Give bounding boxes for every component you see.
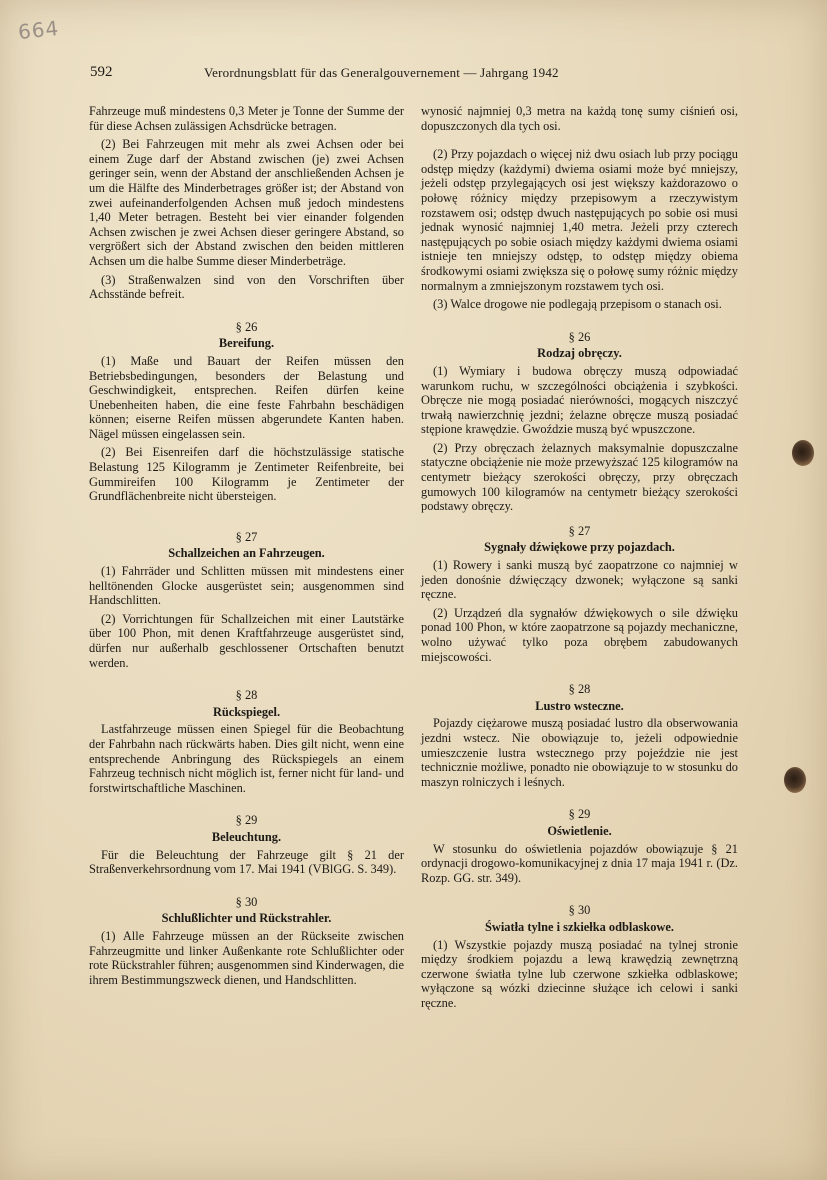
section-paragraph: (2) Urządzeń dla sygnałów dźwiękowych o sile dźwięku ponad 100 Phon, w które zaopatrzone są pojazdy mechaniczne, wolno używać tylko poza obrębem zabudowanych miejscowości. <box>421 605 738 664</box>
section-number: § 26 <box>568 329 591 344</box>
section-paragraph: Für die Beleuchtung der Fahrzeuge gilt § 21 der Straßenverkehrsordnung vom 17. Mai 1941 (VBlGG. S. 349). <box>89 847 404 877</box>
intro-paragraph: (3) Walce drogowe nie podlegają przepisom o stanach osi. <box>433 297 722 312</box>
polish-column <box>421 104 738 1014</box>
page-header <box>90 64 740 86</box>
german-column <box>89 104 404 991</box>
section-number: § 29 <box>235 813 258 828</box>
intro-paragraph: wynosić najmniej 0,3 metra na każdą tonę sumy ciśnień osi, dopuszczonych dla tych osi. <box>421 104 738 133</box>
section-number: § 27 <box>568 523 591 538</box>
section-paragraph: Lastfahrzeuge müssen einen Spiegel für die Beobachtung der Fahrbahn nach rückwärts haben. Dies gilt nicht, wenn eine entsprechende Anbringung des Rückspiegels an einem Fahrzeug technisch nicht möglich ist, ferner nicht für land- und forstwirtschaftliche Maschinen. <box>89 722 404 795</box>
section-28-de <box>89 688 404 795</box>
running-title: Verordnungsblatt für das Generalgouvernement — Jahrgang 1942 <box>204 65 559 80</box>
section-number: § 28 <box>235 688 258 703</box>
section-number: § 27 <box>235 529 258 544</box>
section-paragraph: (1) Wymiary i budowa obręczy muszą odpowiadać warunkom ruchu, w szczególności obciążenia i szybkości. Obręcze nie mogą posiadać nierówności, mogących niszczyć trwałą nawierzchnię jezdni; żelazne obręcze muszą posiadać stępione krawędzie. Gwoździe muszą być wpuszczone. <box>421 363 738 437</box>
section-number: § 28 <box>568 682 591 697</box>
handwritten-archive-number: 664 <box>16 15 61 45</box>
section-29-pl <box>421 807 738 885</box>
section-26-de <box>89 320 404 504</box>
section-paragraph: (1) Maße und Bauart der Reifen müssen den Betriebsbedingungen, besonders der Belastung und Geschwindigkeit, entsprechen. Reifen dürfen keine Unebenheiten haben, die eine feste Fahrbahn beschädigen können; eiserne Reifen müssen abgerundete Kanten haben. Nägel müssen eingelassen sein. <box>89 353 404 441</box>
section-29-de <box>89 813 404 876</box>
section-title: Sygnały dźwiękowe przy pojazdach. <box>484 540 675 555</box>
section-title: Lustro wsteczne. <box>535 698 624 713</box>
section-26-pl <box>421 330 738 514</box>
section-title: Rückspiegel. <box>212 704 281 719</box>
intro-paragraph: Fahrzeuge muß mindestens 0,3 Meter je Tonne der Summe der für diese Achsen zulässigen Achsdrücke betragen. <box>89 104 404 133</box>
intro-paragraph: (3) Straßenwalzen sind von den Vorschriften über Achsstände befreit. <box>89 272 404 302</box>
section-paragraph: Pojazdy ciężarowe muszą posiadać lustro dla obserwowania jezdni wstecz. Nie obowiązuje to, jeżeli odpowiednie umieszczenie lustra wstecznego przy pojeździe nie jest technicznie możliwe, ponadto nie obowiązuje to w stosunku do maszyn rolniczych i leśnych. <box>421 716 738 789</box>
section-paragraph: (1) Alle Fahrzeuge müssen an der Rückseite zwischen Fahrzeugmitte und linker Außenkante rote Schlußlichter oder rote Rückstrahler führen; ausgenommen sind Kinderwagen, die ihrem Bestimmungszweck dienen, und Handschlitten. <box>89 928 404 987</box>
section-title: Światła tylne i szkiełka odblaskowe. <box>485 919 674 934</box>
binding-hole <box>784 767 806 793</box>
section-paragraph: (2) Bei Eisenreifen darf die höchstzulässige statische Belastung 125 Kilogramm je Zentimeter Reifenbreite, bei Gummireifen 100 Kilogramm je Zentimeter der Grundflächenbreite nicht übersteigen. <box>89 445 404 504</box>
section-30-pl <box>421 903 738 1010</box>
section-paragraph: (1) Rowery i sanki muszą być zaopatrzone co najmniej w jeden donośnie dźwięczący dzwonek; wyłączone są sanki ręczne. <box>421 558 738 602</box>
section-28-pl <box>421 682 738 789</box>
section-paragraph: (1) Fahrräder und Schlitten müssen mit mindestens einer helltönenden Glocke ausgerüstet sein; ausgenommen sind Handschlitten. <box>89 564 404 608</box>
intro-paragraph: (2) Przy pojazdach o więcej niż dwu osiach lub przy pociągu odstęp między (każdymi) dwiema osiami może być mniejszy, jeżeli odstęp przylegających osi jest większy każdorazowo o połowę różnicy między przepisowym a rzeczywistym rozstawem osi; odstęp dwuch następujących po sobie osi musi jednak wynosić najmniej 1,40 metra. Jeżeli przy czterech następujących po sobie osiach między każdymi dwiema osiami istnieje ten mniejszy odstęp, to odstęp między obiema środkowymi osiami zwiększa się o połowę sumy różnic między normalnym a zmniejszonym rozstawem tych osi. <box>421 147 738 293</box>
section-number: § 30 <box>235 894 258 909</box>
section-paragraph: (2) Vorrichtungen für Schallzeichen mit einer Lautstärke über 100 Phon, mit denen Kraftfahrzeuge ausgerüstet sind, dürfen nur außerhalb geschlossener Ortschaften benutzt werden. <box>89 611 404 670</box>
section-paragraph: (1) Wszystkie pojazdy muszą posiadać na tylnej stronie między środkiem pojazdu a lewą krawędzią zewnętrzną czerwone światła tylne lub czerwone szkiełka odblaskowe; wyłączone są wózki dziecinne służące ich celowi i sanki ręczne. <box>421 937 738 1010</box>
section-title: Schallzeichen an Fahrzeugen. <box>168 546 325 561</box>
section-title: Oświetlenie. <box>547 823 612 838</box>
section-title: Bereifung. <box>218 336 275 351</box>
section-27-de <box>89 530 404 670</box>
section-paragraph: (2) Przy obręczach żelaznych maksymalnie dopuszczalne statyczne obciążenie nie może przewyższać 125 kilogramów na centymetr bieżący szerokości obręczy, przy obręczach gumowych 100 kilogramów na centymetr bieżący szerokości podstawy obręczy. <box>421 440 738 514</box>
section-27-pl <box>421 524 738 664</box>
section-number: § 30 <box>568 903 591 918</box>
binding-hole <box>792 440 814 466</box>
section-title: Schlußlichter und Rückstrahler. <box>161 911 332 926</box>
section-title: Beleuchtung. <box>211 829 282 844</box>
section-paragraph: W stosunku do oświetlenia pojazdów obowiązuje § 21 ordynacji drogowo-komunikacyjnej z dnia 17 maja 1941 r. (Dz. Rozp. GG. str. 349). <box>421 841 738 885</box>
section-number: § 26 <box>235 319 258 334</box>
section-number: § 29 <box>568 807 591 822</box>
intro-paragraph: (2) Bei Fahrzeugen mit mehr als zwei Achsen oder bei einem Zuge darf der Abstand zwischen (je) zwei Achsen geringer sein, wenn der Abstand der anschließenden Achsen je um die Hälfte des Minderbetrages größer ist; der Abstand von zwei aufeinanderfolgenden Achsen muß jedoch mindestens 1,40 Meter betragen. Besteht bei vier einander folgenden Achsen zwischen je zwei Achsen dieser geringere Abstand, so vergrößert sich der Abstand zwischen den beiden mittleren Achsen um die halbe Summe dieser Minderbeträge. <box>89 137 404 268</box>
section-title: Rodzaj obręczy. <box>537 346 622 361</box>
section-30-de <box>89 895 404 988</box>
page-number: 592 <box>90 64 113 80</box>
